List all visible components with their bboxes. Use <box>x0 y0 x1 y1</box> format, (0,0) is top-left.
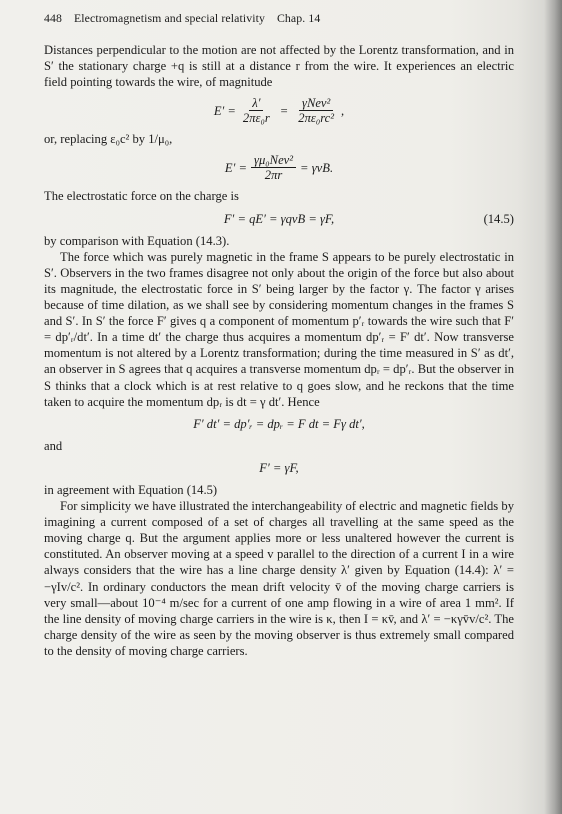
equation-field-b <box>44 153 514 182</box>
eq1-frac2-denominator: 2πε₀rc² <box>298 111 335 126</box>
page-number: 448 <box>44 11 62 25</box>
equation-momentum: F′ dt′ = dp′ᵣ = dpᵣ = F dt = Fγ dt′, <box>193 416 365 431</box>
page-content <box>44 10 514 659</box>
book-spine-shadow <box>544 0 562 814</box>
eq3-text: F′ = qE′ = γqvB = γF, <box>223 211 335 226</box>
equation-14-5 <box>44 211 514 227</box>
eq2-denominator: 2πr <box>264 168 283 183</box>
chapter-label: Chap. 14 <box>276 11 321 25</box>
eq2-lhs: E′ = <box>224 160 248 175</box>
paragraph-3: The electrostatic force on the charge is <box>44 189 239 204</box>
paragraph-4: by comparison with Equation (14.3). <box>44 233 230 248</box>
eq1-comma: , <box>341 103 345 118</box>
eq1-frac1-numerator: λ′ <box>249 96 263 111</box>
equation-force-relation: F′ = γF, <box>259 460 299 475</box>
equation-number: (14.5) <box>483 211 514 226</box>
eq2-numerator: γμ₀Nev² <box>251 153 296 168</box>
paragraph-5: The force which was purely magnetic in the frame S appears to be purely electrostatic in S′. Observers in the two frames disagree not only about the origin of the force but also about its magnitude, the electrostatic force in S′ being larger by the factor γ. The factor γ arises because of time dilation, as we shall see by considering momentum changes in the frames S and S′. In S′ the force F′ gives q a component of momentum p′ᵣ towards the wire such that F′ = dp′ᵣ/dt′. In a time dt′ the charge thus acquires a momentum dp′ᵣ = F′ dt′. Now transverse momentum is not altered by a Lorentz transformation; during the time measured in S′ as dt′, an observer in S agrees that q acquires a transverse momentum dpᵣ = dp′ᵣ. But the observer in S thinks that a clock which is at rest relative to q goes slow, and he reckons that the time taken to acquire the momentum dpᵣ is dt = γ dt′. Hence <box>44 249 514 409</box>
eq2-fraction <box>251 153 296 182</box>
eq1-fraction-2 <box>295 96 337 125</box>
eq1-frac2-numerator: γNev² <box>299 96 333 111</box>
eq1-frac1-denominator: 2πε₀r <box>242 111 270 126</box>
paragraph-7: in agreement with Equation (14.5) <box>44 482 218 497</box>
running-title: Electromagnetism and special relativity <box>74 11 265 25</box>
paragraph-2: or, replacing ε₀c² by 1/μ₀, <box>44 132 173 147</box>
running-header <box>44 10 514 26</box>
eq1-fraction-1 <box>240 96 273 125</box>
paragraph-8: For simplicity we have illustrated the interchangeability of electric and magnetic fields by imagining a current composed of a set of charges all travelling at the same speed as the moving charge q. But the argument applies more or less unaltered however the current is constituted. An observer moving at a speed v parallel to the direction of a current I in a wire always considers that the wire has a line charge density λ′ given by Equation (14.4): λ′ = −γIv/c². In ordinary conductors the mean drift velocity v̄ of the moving charge carriers is very small—about 10⁻⁴ m/sec for a current of one amp flowing in a wire of area 1 mm². If the line density of moving charge carriers in the wire is κ, then I = κv̄, and λ′ = −κγv̄v/c². The charge density of the wire as seen by the moving observer is thus extremely small compared to the density of moving charge carriers. <box>44 499 514 658</box>
eq2-rhs: = γvB. <box>300 160 334 175</box>
equation-electric-field <box>44 96 514 125</box>
paragraph-6: and <box>44 438 63 453</box>
eq1-lhs: E′ = <box>213 103 236 118</box>
eq1-equals: = <box>279 103 289 118</box>
paragraph-1: Distances perpendicular to the motion are not affected by the Lorentz transformation, and in S′ the stationary charge +q is still at a distance r from the wire. It experiences an electric field pointing towards the wire, of magnitude <box>44 43 514 90</box>
